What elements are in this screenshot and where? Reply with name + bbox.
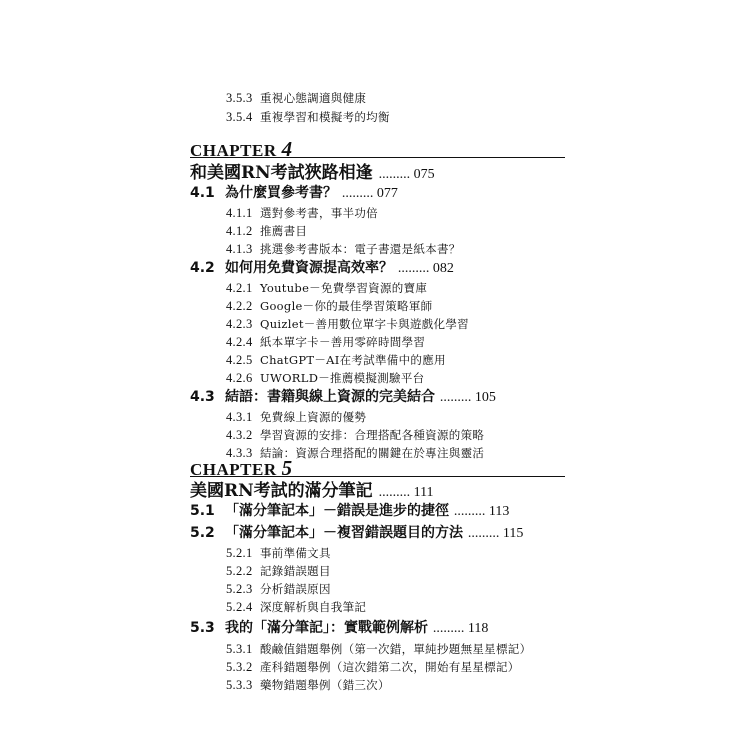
- section-number: 4.3: [190, 389, 215, 405]
- section-title: 「滿分筆記本」－錯誤是進步的捷徑: [225, 503, 449, 519]
- item-text: 結論：資源合理搭配的關鍵在於專注與靈活: [259, 446, 485, 460]
- item-number: 4.2.1: [226, 281, 253, 295]
- toc-item: [226, 206, 378, 220]
- chapter-5-label: [190, 456, 293, 481]
- chapter-5-title: [190, 481, 434, 503]
- toc-item: [226, 242, 461, 256]
- item-text: 免費線上資源的優勢: [259, 410, 367, 424]
- item-number: 4.2.5: [226, 353, 253, 367]
- section-number: 4.1: [190, 185, 215, 201]
- chapter-title-text: 美國RN考試的滿分筆記: [190, 481, 373, 501]
- toc-item: [226, 428, 484, 442]
- page-number: ......... 115: [467, 526, 524, 541]
- item-number: 4.2.3: [226, 317, 253, 331]
- item-number: 4.1.3: [226, 242, 253, 256]
- chapter-number: 4: [281, 137, 293, 161]
- page-number: ......... 077: [341, 186, 398, 201]
- item-number: 4.2.6: [226, 371, 253, 385]
- item-text: 藥物錯題舉例（錯三次）: [259, 678, 390, 692]
- item-text: 紙本單字卡－善用零碎時間學習: [259, 335, 426, 349]
- section-title: 為什麼買參考書？: [225, 185, 337, 201]
- item-number: 4.3.3: [226, 446, 253, 460]
- item-number: 4.1.1: [226, 206, 253, 220]
- toc-item: [226, 317, 469, 331]
- toc-item: [226, 546, 331, 560]
- toc-item: [226, 678, 390, 692]
- toc-item: [226, 582, 331, 596]
- item-text: 事前準備文具: [259, 546, 331, 560]
- toc-item: [226, 564, 331, 578]
- section-number: 5.2: [190, 525, 215, 541]
- toc-item: [226, 371, 424, 385]
- chapter-word: CHAPTER: [190, 141, 277, 160]
- toc-item: [226, 600, 366, 614]
- item-number: 4.2.2: [226, 299, 253, 313]
- chapter-4-title: [190, 163, 435, 185]
- toc-item-3-5-4: [226, 110, 390, 124]
- item-text: 重複學習和模擬考的均衡: [259, 110, 390, 124]
- section-number: 4.2: [190, 260, 215, 276]
- item-text: 酸鹼值錯題舉例（第一次錯，單純抄題無星星標記）: [259, 642, 532, 656]
- section-5-3: [190, 620, 488, 637]
- page-number: ......... 118: [432, 621, 489, 636]
- item-number: 5.2.1: [226, 546, 253, 560]
- item-text: 深度解析與自我筆記: [259, 600, 367, 614]
- page-number: ......... 113: [453, 504, 510, 519]
- item-number: 5.3.1: [226, 642, 253, 656]
- item-text: Google－你的最佳學習策略軍師: [259, 299, 433, 313]
- item-number: 3.5.3: [226, 91, 253, 105]
- item-number: 3.5.4: [226, 110, 253, 124]
- section-number: 5.3: [190, 620, 215, 636]
- toc-item-3-5-3: [226, 91, 366, 105]
- item-text: Quizlet－善用數位單字卡與遊戲化學習: [259, 317, 469, 331]
- toc-item: [226, 353, 446, 367]
- chapter-number: 5: [281, 456, 293, 480]
- page-number: ......... 111: [378, 485, 434, 500]
- page-number: ......... 075: [378, 167, 435, 182]
- section-5-2: [190, 525, 523, 542]
- section-title: 「滿分筆記本」－複習錯誤題目的方法: [225, 525, 463, 541]
- toc-item: [226, 224, 307, 238]
- chapter-word: CHAPTER: [190, 460, 277, 479]
- item-number: 4.1.2: [226, 224, 253, 238]
- item-number: 4.2.4: [226, 335, 253, 349]
- chapter-4-rule: [190, 157, 565, 158]
- item-number: 5.2.2: [226, 564, 253, 578]
- toc-item: [226, 299, 432, 313]
- item-number: 5.3.3: [226, 678, 253, 692]
- item-text: 推薦書目: [259, 224, 308, 238]
- section-title: 如何用免費資源提高效率？: [225, 260, 393, 276]
- item-text: 分析錯誤原因: [259, 582, 331, 596]
- toc-item: [226, 660, 520, 674]
- item-number: 5.3.2: [226, 660, 253, 674]
- item-number: 4.3.1: [226, 410, 253, 424]
- item-text: ChatGPT－AI在考試準備中的應用: [259, 353, 446, 367]
- toc-item: [226, 410, 366, 424]
- chapter-4-label: [190, 137, 293, 162]
- section-5-1: [190, 503, 509, 520]
- section-4-3: [190, 389, 496, 406]
- item-text: 選對參考書，事半功倍: [259, 206, 378, 220]
- section-4-2: [190, 260, 454, 277]
- item-number: 4.3.2: [226, 428, 253, 442]
- chapter-title-text: 和美國RN考試狹路相逢: [190, 163, 373, 183]
- page-number: ......... 105: [439, 390, 496, 405]
- section-number: 5.1: [190, 503, 215, 519]
- section-4-1: [190, 185, 398, 202]
- item-text: Youtube－免費學習資源的寶庫: [259, 281, 428, 295]
- section-title: 我的「滿分筆記」：實戰範例解析: [225, 620, 428, 636]
- item-text: 挑選參考書版本：電子書還是紙本書？: [259, 242, 461, 256]
- item-text: 產科錯題舉例（這次錯第二次，開始有星星標記）: [259, 660, 520, 674]
- chapter-5-rule: [190, 476, 565, 477]
- item-text: UWORLD－推薦模擬測驗平台: [259, 371, 425, 385]
- item-text: 重視心態調適與健康: [259, 91, 367, 105]
- item-text: 記錄錯誤題目: [259, 564, 331, 578]
- toc-item: [226, 642, 531, 656]
- item-number: 5.2.4: [226, 600, 253, 614]
- page-number: ......... 082: [397, 261, 454, 276]
- toc-item: [226, 335, 425, 349]
- item-number: 5.2.3: [226, 582, 253, 596]
- section-title: 結語：書籍與線上資源的完美結合: [225, 389, 435, 405]
- toc-item: [226, 281, 427, 295]
- item-text: 學習資源的安排：合理搭配各種資源的策略: [259, 428, 485, 442]
